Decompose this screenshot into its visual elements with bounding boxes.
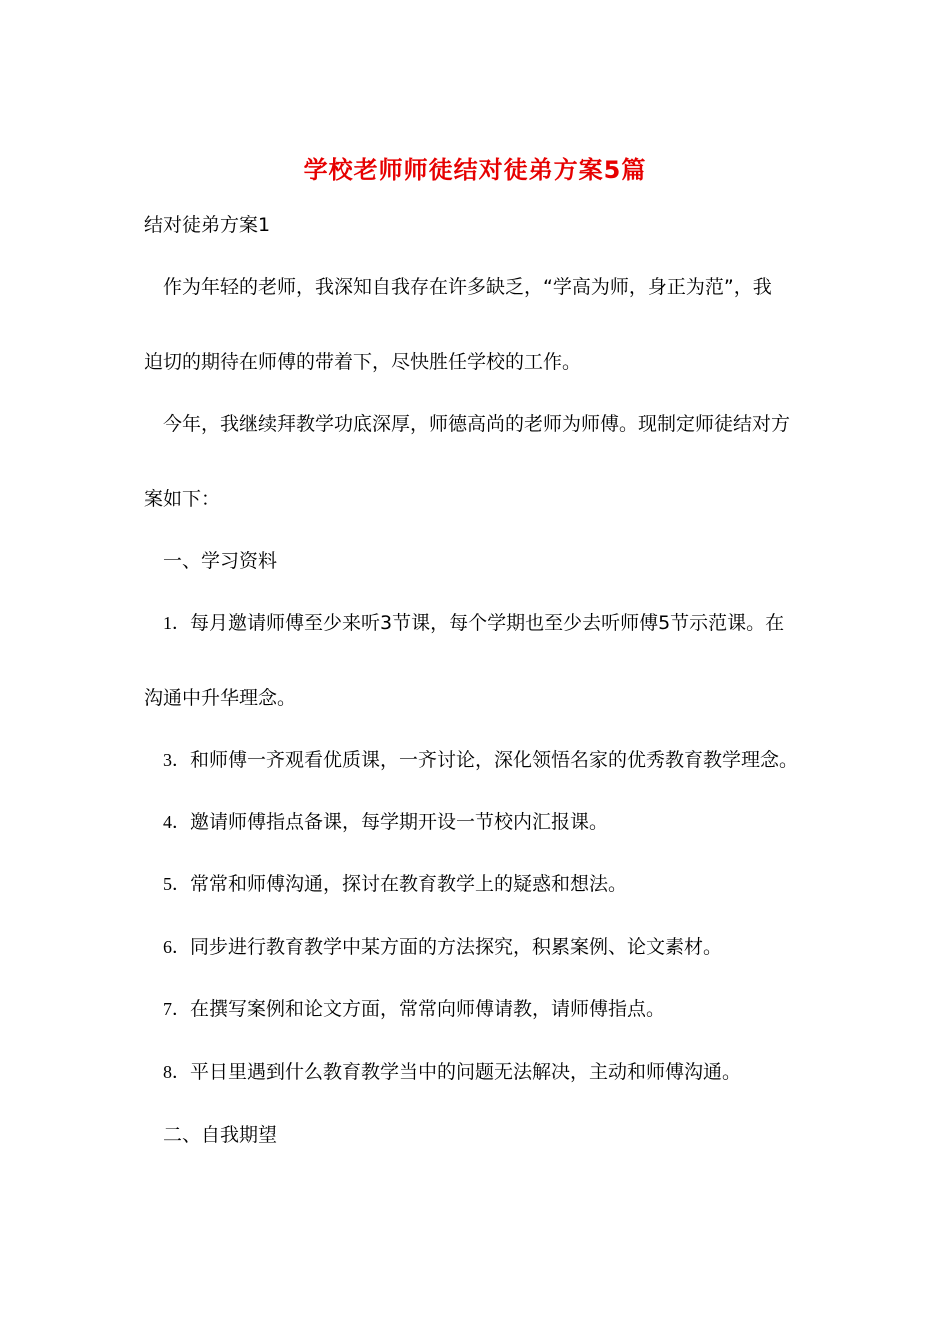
list-item-number: 3． <box>163 750 190 770</box>
list-item-number: 1． <box>163 613 190 633</box>
list-item-number: 8． <box>163 1062 190 1082</box>
list-item-number: 6． <box>163 937 190 957</box>
list-item-text: 和师傅一齐观看优质课，一齐讨论，深化领悟名家的优秀教育教学理念。 <box>190 749 799 771</box>
document-title: 学校老师师徒结对徒弟方案5篇 <box>303 156 647 184</box>
list-item <box>163 1059 741 1085</box>
list-item <box>163 809 608 835</box>
document-subtitle: 结对徒弟方案1 <box>144 214 271 236</box>
list-item <box>163 610 784 636</box>
list-item-text: 邀请师傅指点备课，每学期开设一节校内汇报课。 <box>190 811 609 833</box>
list-item <box>163 747 798 773</box>
list-item-number: 5． <box>163 874 190 894</box>
paragraph-1-line-2: 迫切的期待在师傅的带着下，尽快胜任学校的工作。 <box>144 351 582 373</box>
list-item-text: 每月邀请师傅至少来听3节课，每个学期也至少去听师傅5节示范课。在 <box>190 612 785 634</box>
list-item-text: 常常和师傅沟通，探讨在教育教学上的疑惑和想法。 <box>190 873 628 895</box>
list-item <box>163 934 722 960</box>
list-item-number: 7． <box>163 999 190 1019</box>
list-item-text: 平日里遇到什么教育教学当中的问题无法解决，主动和师傅沟通。 <box>190 1061 742 1083</box>
list-item-continuation: 沟通中升华理念。 <box>144 687 297 709</box>
list-item-text: 在撰写案例和论文方面，常常向师傅请教，请师傅指点。 <box>190 998 666 1020</box>
list-item <box>163 996 665 1022</box>
section-heading-expectation: 二、自我期望 <box>163 1124 278 1146</box>
list-item-text: 同步进行教育教学中某方面的方法探究，积累案例、论文素材。 <box>190 936 723 958</box>
paragraph-2-line-1: 今年，我继续拜教学功底深厚，师德高尚的老师为师傅。现制定师徒结对方 <box>163 413 791 435</box>
list-item <box>163 871 627 897</box>
paragraph-2-line-2: 案如下： <box>144 488 221 510</box>
list-item-number: 4． <box>163 812 190 832</box>
section-heading-study: 一、学习资料 <box>163 550 278 572</box>
paragraph-1-line-1: 作为年轻的老师，我深知自我存在许多缺乏，“学高为师，身正为范”，我 <box>163 276 772 298</box>
